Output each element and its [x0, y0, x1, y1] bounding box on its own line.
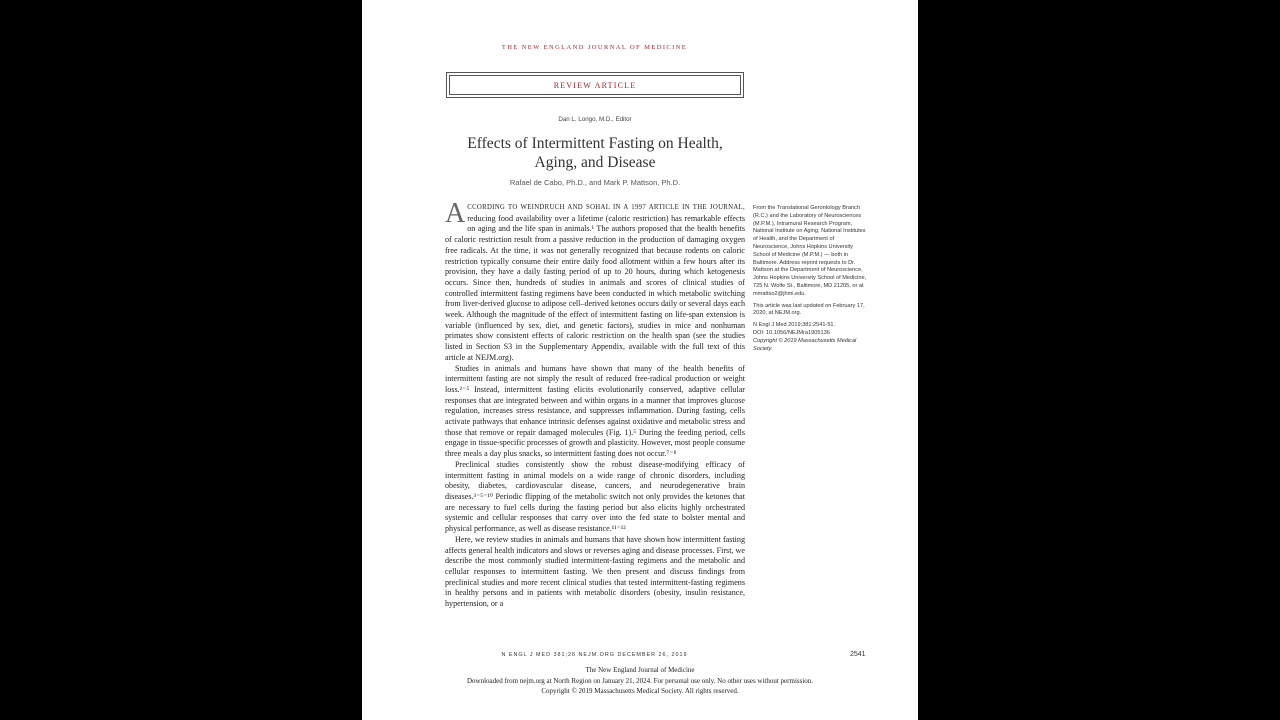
article-authors: Rafael de Cabo, Ph.D., and Mark P. Mattson, Ph.D. — [509, 178, 681, 187]
paragraph-1-text: reducing food availability over a lifetime (caloric restriction) has remarkable effects on aging and the life span in animals.¹ The authors proposed that the health benefits of caloric restriction result from a passive reduction in the production of damaging oxygen free radicals. At the time, it was not generally recognized that because rodents on caloric restriction typically consume their entire daily food allotment within a few hours after its provision, they have a daily fasting period of up to 20 hours, during which ketogenesis occurs. Since then, hundreds of studies in animals and scores of clinical studies of controlled intermittent fasting regimens have been conducted in which metabolic switching from liver-derived glucose to adipose cell–derived ketones occurs daily or several days each week. Although the magnitude of the effect of intermittent fasting on life-span extension is variable (influenced by sex, diet, and genetic factors), studies in mice and nonhuman primates show consistent effects of caloric restriction on the health span (see the studies listed in Section S3 in the Supplementary Appendix, available with the full text of this article at NEJM.org). — [445, 213, 745, 362]
download-statement: Downloaded from nejm.org at North Region on January 21, 2024. For personal use only. No other uses without permission. — [466, 676, 814, 685]
citation: N Engl J Med 2019;381:2541-51. — [753, 322, 836, 329]
article-title: Effects of Intermittent Fasting on Health, Aging, and Disease — [467, 135, 723, 171]
sidebar-copyright: Copyright © 2019 Massachusetts Medical Society. — [753, 337, 857, 352]
lead-in: CCORDING TO WEINDRUCH AND SOHAL IN A 1997 ARTICLE IN THE JOURNAL, — [467, 204, 745, 211]
download-notice — [362, 665, 918, 697]
body-paragraph-2: Studies in animals and humans have shown that many of the health benefits of intermittent fasting are not simply the result of reduced free-radical production or weight loss.²⁻⁵ Instead, intermittent fasting elicits evolutionarily conserved, adaptive cellular responses that are integrated between and within organs in a manner that improves glucose regulation, increases stress resistance, and suppresses inflammation. During fasting, cells activate pathways that enhance intrinsic defenses against oxidative and metabolic stress and those that remove or repair damaged molecules (Fig. 1).⁵ During the feeding period, cells engage in tissue-specific processes of growth and plasticity. However, most people consume three meals a day plus snacks, so intermittent fasting does not occur.⁷⁻⁸ — [445, 363, 745, 459]
journal-header: THE NEW ENGLAND JOURNAL OF MEDICINE — [501, 44, 688, 51]
body-paragraph-1 — [445, 198, 745, 364]
page-number: 2541 — [850, 651, 866, 658]
download-copyright: Copyright © 2019 Massachusetts Medical Society. All rights reserved. — [541, 687, 739, 695]
dropcap: A — [445, 198, 466, 229]
article-sidebar — [753, 205, 871, 353]
doi: DOI: 10.1056/NEJMra1905136 — [753, 329, 830, 336]
running-footer: N ENGL J MED 381;26 NEJM.ORG DECEMBER 26, 2019 — [501, 652, 688, 658]
body-paragraph-3: Preclinical studies consistently show the robust disease-modifying efficacy of intermittent fasting in animal models on a wide range of chronic disorders, including obesity, diabetes, cardiovascular disease, cancers, and neurodegenerative brain diseases.³⁻⁵⁻¹⁰ Periodic flipping of the metabolic switch not only provides the ketones that are necessary to fuel cells during the fasting period but also elicits highly orchestrated systemic and cellular responses that carry over into the fed state to bolster mental and physical performance, as well as disease resistance.¹¹⁻¹² — [445, 459, 745, 534]
article-body — [445, 198, 745, 610]
section-label: REVIEW ARTICLE — [553, 80, 637, 90]
section-label-box — [446, 72, 744, 98]
body-paragraph-4: Here, we review studies in animals and humans that have shown how intermittent fasting affects general health indicators and slows or reverses aging and disease processes. First, we describe the most commonly studied intermittent-fasting regimens and the metabolic and cellular responses to intermittent fasting. We then present and discuss findings from preclinical studies and more recent clinical studies that tested intermittent-fasting regimens in healthy persons and in patients with metabolic disorders (obesity, insulin resistance, hypertension, or a — [445, 534, 745, 609]
update-note: This article was last updated on February 17, 2020, at NEJM.org. — [753, 302, 865, 317]
download-journal: The New England Journal of Medicine — [585, 666, 695, 674]
editor-line: Dan L. Longo, M.D., Editor — [558, 116, 632, 123]
document-page — [362, 0, 918, 720]
author-affiliation: From the Translational Gerontology Branch (R.C.) and the Laboratory of Neurosciences (M.P.M.), Intramural Research Program, National Institute on Aging, National Institutes of Health, and the Department of Neuroscience, Johns Hopkins University School of Medicine (M.P.M.) — both in Baltimore. Address reprint requests to Dr. Mattson at the Department of Neuroscience, Johns Hopkins University School of Medicine, 725 N. Wolfe St., Baltimore, MD 21205, or at mmattso2@jhmi.edu. — [753, 205, 867, 297]
